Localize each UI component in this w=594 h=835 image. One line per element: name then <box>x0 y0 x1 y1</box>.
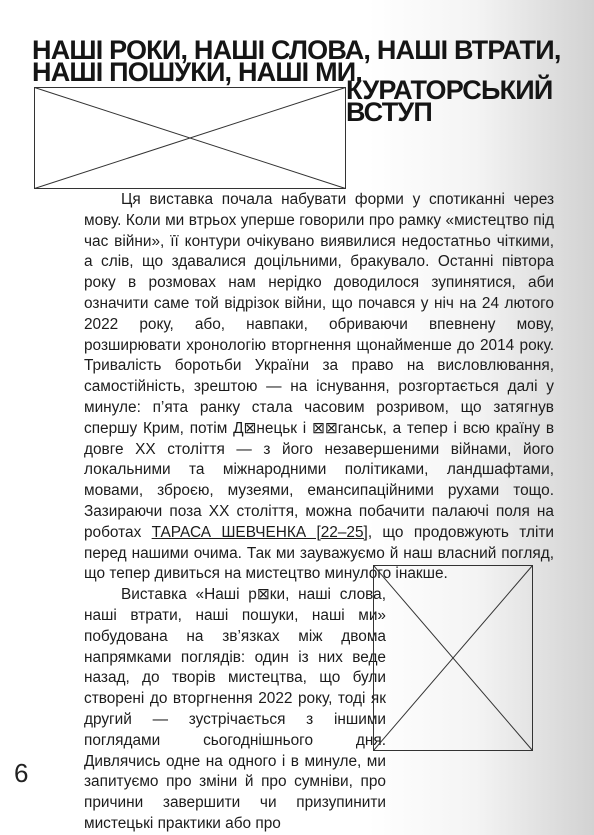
paragraph-1 <box>84 190 554 585</box>
artist-reference-link[interactable]: ТАРАСА ШЕВЧЕНКА [22–25] <box>151 523 368 541</box>
title-line-4: ВСТУП <box>346 97 432 127</box>
image-placeholder-top <box>34 87 346 189</box>
placeholder-cross-icon <box>373 565 533 751</box>
title-line-3: КУРАТОРСЬКИЙ <box>346 75 553 105</box>
placeholder-cross-icon <box>34 87 346 189</box>
title-line-1: НАШІ РОКИ, НАШІ СЛОВА, НАШІ ВТРАТИ, <box>32 35 561 65</box>
paragraph-1-text-end: , що продовжують тліти перед нашими очима. Так ми зауважуємо й наш власний погляд, що тепер дивиться на мистецтво минулого інакше. <box>84 523 555 583</box>
title-line-2: НАШІ ПОШУКИ, НАШІ МИ. <box>32 57 363 87</box>
page-number: 6 <box>14 758 29 788</box>
paragraph-2: Виставка «Наші р⊠ки, наші слова, наші втрати, наші пошуки, наші ми» побудована на зв’язках між двома напрямками поглядів: один із них веде назад, до творів мистецтва, що були створені до вторгнення 2022 року, тоді як другий — зустрічається з іншими поглядами сьогоднішнього дня. Дивлячись одне на одного і в минуле, ми запитуємо про зміни й про сумніви, про причини завершити чи призупинити мистецькі практики або про <box>84 586 386 832</box>
paragraph-1-text: Ця виставка почала набувати форми у спотиканні через мову. Коли ми втрьох уперше говорили про рамку «мистецтво під час війни», її контури очікувано виявилися недостатньо чіткими, а слів, що здавалися доцільними, бракувало. Останні півтора року в розмовах нам нерідко доводилося зупинятися, аби означити саме той відрізок війни, що почався у ніч на 24 лютого 2022 року, або, навпаки, обриваючи впевнену мову, розширювати хронологію вторгнення щонайменше до 2014 року. Тривалість боротьби України за право на висловлювання, самостійність, зрештою — на існування, розгортається далі у минуле: п’ята ранку стала часовим розривом, що затягнув спершу Крим, потім Д⊠нецьк і ⊠⊠ганськ, а тепер і всю країну в довге ХХ століття — з його незавершеними війнами, його локальними та міжнародними політиками, ландшафтами, мовами, зброєю, музеями, емансипаційними рухами тощо. Зазираючи поза ХХ століття, можна побачити палаючі поля на роботах <box>84 191 554 541</box>
image-placeholder-right <box>373 565 533 751</box>
